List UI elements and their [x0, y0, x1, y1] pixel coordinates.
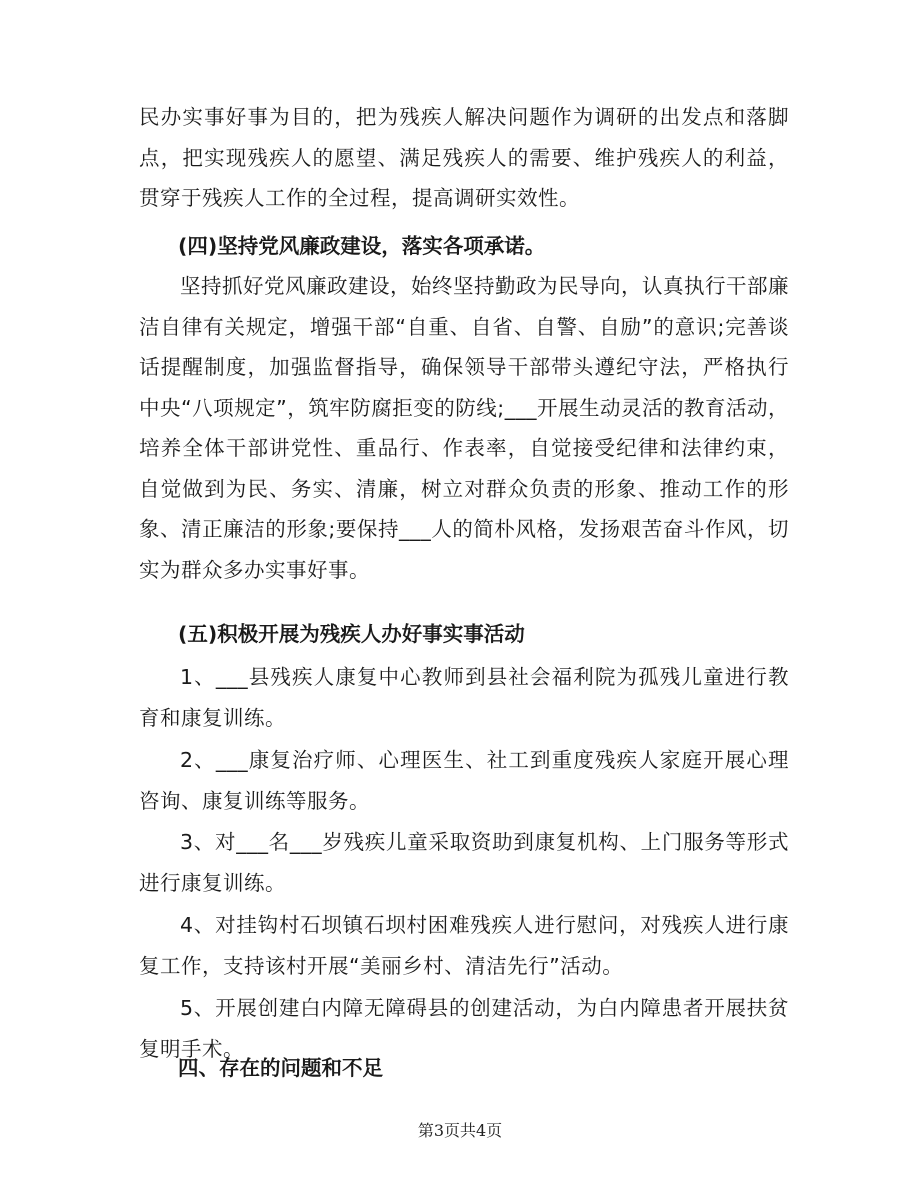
list-item-3: 3、对___名___岁残疾儿童采取资助到康复机构、上门服务等形式进行康复训练。	[139, 830, 789, 895]
section-heading-four: 四、存在的问题和不足	[178, 1056, 383, 1080]
list-item-2: 2、___康复治疗师、心理医生、社工到重度残疾人家庭开展心理咨询、康复训练等服务。	[139, 748, 789, 813]
page-number-footer: 第3页共4页	[417, 1121, 503, 1140]
subheading-five: (五)积极开展为残疾人办好事实事活动	[178, 622, 525, 646]
list-item-1: 1、___县残疾人康复中心教师到县社会福利院为孤残儿童进行教育和康复训练。	[139, 665, 789, 730]
paragraph-continuation: 民办实事好事为目的，把为残疾人解决问题作为调研的出发点和落脚点，把实现残疾人的愿望、满足残疾人的需要、维护残疾人的利益，贯穿于残疾人工作的全过程，提高调研实效性。	[139, 105, 789, 210]
list-item-4: 4、对挂钩村石坝镇石坝村困难残疾人进行慰问，对残疾人进行康复工作，支持该村开展“美丽乡村、清洁先行”活动。	[139, 913, 789, 978]
subheading-four: (四)坚持党风廉政建设，落实各项承诺。	[178, 234, 546, 258]
list-item-5: 5、开展创建白内障无障碍县的创建活动，为白内障患者开展扶贫复明手术。	[139, 996, 789, 1061]
paragraph-lianzheng: 坚持抓好党风廉政建设，始终坚持勤政为民导向，认真执行干部廉洁自律有关规定，增强干部“自重、自省、自警、自励”的意识;完善谈话提醒制度，加强监督指导，确保领导干部带头遵纪守法，严格执行中央“八项规定”，筑牢防腐拒变的防线;___开展生动灵活的教育活动，培养全体干部讲党性、重品行、作表率，自觉接受纪律和法律约束，自觉做到为民、务实、清廉，树立对群众负责的形象、推动工作的形象、清正廉洁的形象;要保持___人的简朴风格，发扬艰苦奋斗作风，切实为群众多办实事好事。	[139, 274, 789, 582]
